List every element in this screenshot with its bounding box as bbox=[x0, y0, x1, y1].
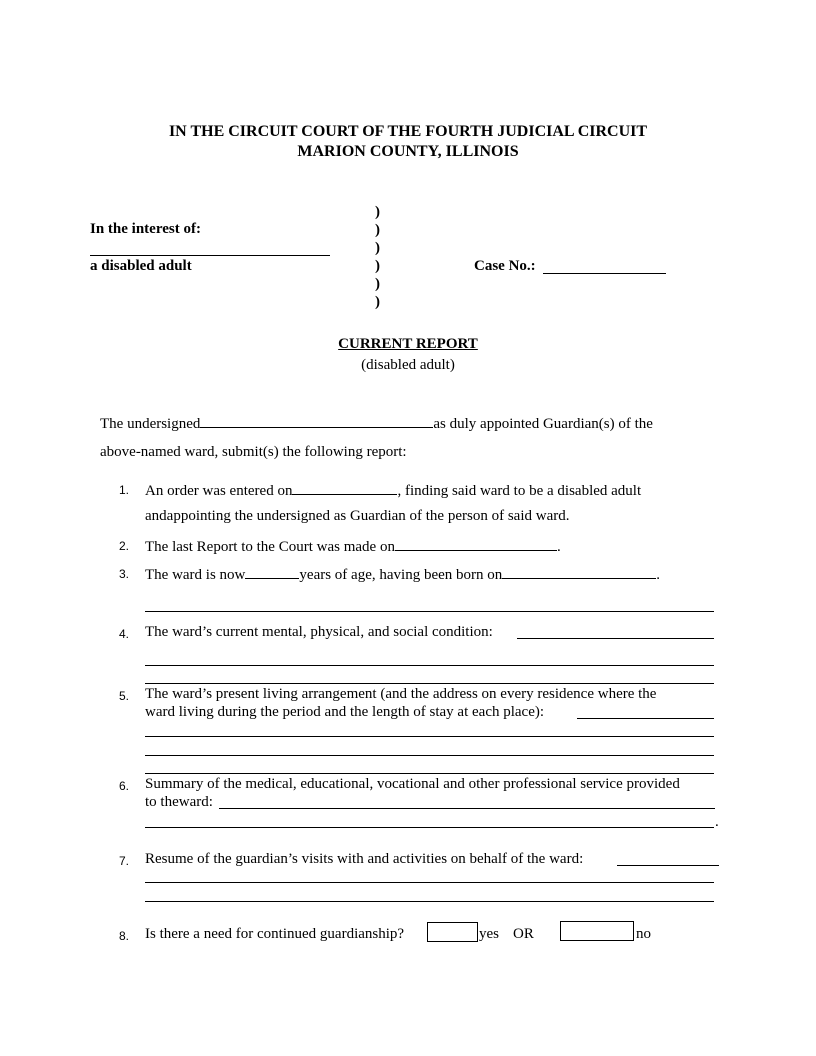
item-2-line: The last Report to the Court was made on . bbox=[145, 536, 561, 556]
item-6-line-1: Summary of the medical, educational, vocational and other professional service provided bbox=[145, 776, 680, 792]
order-date-line[interactable] bbox=[292, 480, 397, 495]
case-number-line[interactable] bbox=[543, 273, 666, 274]
no-checkbox[interactable] bbox=[560, 921, 634, 941]
blank-line[interactable] bbox=[145, 665, 714, 666]
item-number: 4. bbox=[119, 627, 130, 641]
blank-line[interactable] bbox=[145, 882, 714, 883]
yes-label: yes bbox=[479, 926, 499, 942]
item-3-line: The ward is now years of age, having been born on . bbox=[145, 564, 660, 584]
guardian-name-line[interactable] bbox=[200, 413, 433, 428]
or-label: OR bbox=[513, 926, 534, 942]
living-arrangement-line[interactable] bbox=[577, 718, 714, 719]
caption-paren: ) bbox=[375, 240, 380, 256]
report-title: CURRENT REPORT bbox=[338, 336, 478, 352]
blank-line[interactable] bbox=[145, 827, 714, 828]
last-report-date-line[interactable] bbox=[395, 536, 557, 551]
item-8-question: Is there a need for continued guardianship? bbox=[145, 926, 405, 942]
item-number: 5. bbox=[119, 689, 130, 703]
item-5-line-2: ward living during the period and the length of stay at each place): bbox=[145, 704, 545, 720]
item-1-line-2: andappointing the undersigned as Guardian of the person of said ward. bbox=[145, 508, 570, 524]
caption-paren: ) bbox=[375, 222, 380, 238]
blank-line[interactable] bbox=[145, 736, 714, 737]
item-number: 6. bbox=[119, 779, 130, 793]
item-number: 3. bbox=[119, 567, 130, 581]
item-number: 8. bbox=[119, 929, 130, 943]
yes-checkbox[interactable] bbox=[427, 922, 478, 942]
no-label: no bbox=[636, 926, 651, 942]
blank-line[interactable] bbox=[145, 901, 714, 902]
ward-name-line[interactable] bbox=[90, 255, 330, 256]
blank-line[interactable] bbox=[145, 683, 714, 684]
item-number: 7. bbox=[119, 854, 130, 868]
item-1-line-1: An order was entered on , finding said ward to be a disabled adult bbox=[145, 480, 641, 500]
caption-paren: ) bbox=[375, 294, 380, 310]
intro-line-1: The undersigned as duly appointed Guardian(s) of the bbox=[100, 413, 653, 433]
blank-line[interactable] bbox=[145, 773, 714, 774]
caption-paren: ) bbox=[375, 204, 380, 220]
condition-line[interactable] bbox=[517, 638, 714, 639]
item-7-line: Resume of the guardian’s visits with and activities on behalf of the ward: bbox=[145, 851, 584, 867]
court-heading: IN THE CIRCUIT COURT OF THE FOURTH JUDICIAL CIRCUIT bbox=[168, 123, 648, 140]
caption-paren: ) bbox=[375, 258, 380, 274]
item-4-line: The ward’s current mental, physical, and social condition: bbox=[145, 624, 493, 640]
age-line[interactable] bbox=[245, 564, 299, 579]
birth-date-line[interactable] bbox=[502, 564, 656, 579]
item-number: 1. bbox=[119, 483, 130, 497]
disabled-adult-label: a disabled adult bbox=[90, 258, 192, 274]
interest-label: In the interest of: bbox=[90, 221, 201, 237]
case-number-label: Case No.: bbox=[474, 258, 536, 274]
visits-line[interactable] bbox=[617, 865, 719, 866]
county-heading: MARION COUNTY, ILLINOIS bbox=[297, 143, 519, 160]
report-subtitle: (disabled adult) bbox=[361, 357, 455, 373]
blank-line[interactable] bbox=[145, 611, 714, 612]
item-5-line-1: The ward’s present living arrangement (and the address on every residence where the bbox=[145, 686, 657, 702]
blank-line[interactable] bbox=[145, 755, 714, 756]
period-mark: . bbox=[715, 814, 719, 830]
intro-line-2: above-named ward, submit(s) the following report: bbox=[100, 444, 407, 460]
caption-paren: ) bbox=[375, 276, 380, 292]
item-number: 2. bbox=[119, 539, 130, 553]
item-6-line-2: to theward: bbox=[145, 794, 213, 810]
services-line[interactable] bbox=[219, 808, 715, 809]
